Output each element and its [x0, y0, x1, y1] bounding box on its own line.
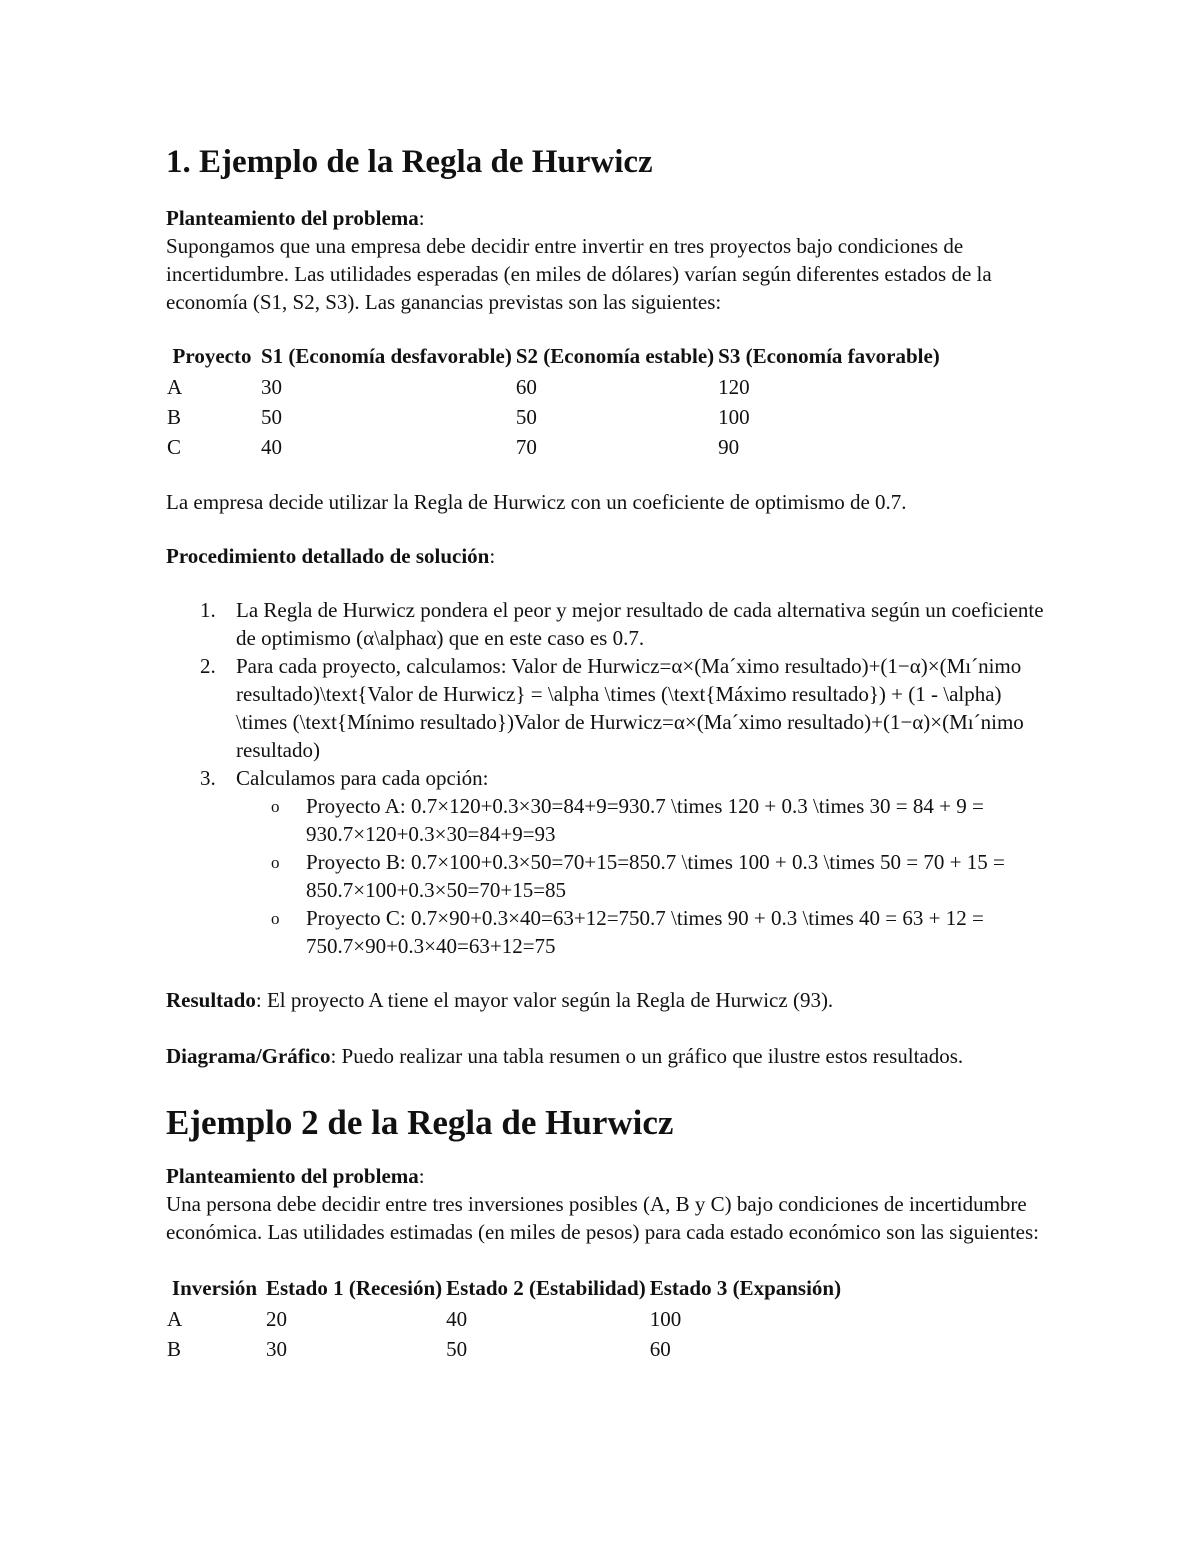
step-text: Para cada proyecto, calculamos: Valor de Hurwicz=α×(Ma´ximo resultado)+(1−α)×(Mı´nimo resultado)\text{Valor de Hurwicz} = \alpha \times (\text{Máximo resultado}) + (1 - \alpha) \times (\text{Mínimo resultado})Valor de Hurwicz=α×(Ma´ximo resultado)+(1−α)×(Mı´nimo resultado) — [236, 654, 1024, 762]
table-header: S3 (Economía favorable) — [718, 344, 940, 368]
table-header-row — [166, 340, 941, 372]
table-cell: 60 — [649, 1337, 671, 1361]
table-header-row — [166, 1272, 842, 1304]
example1-title: 1. Ejemplo de la Regla de Hurwicz — [166, 144, 653, 180]
table-cell: 90 — [718, 435, 740, 459]
list-item — [200, 596, 1046, 652]
list-item — [271, 792, 1046, 848]
example2-problem-label: Planteamiento del problema — [166, 1164, 419, 1188]
table-cell: 60 — [515, 375, 537, 399]
table-row — [166, 1304, 842, 1334]
example2-title: Ejemplo 2 de la Regla de Hurwicz — [166, 1103, 674, 1142]
table-cell: 70 — [515, 435, 537, 459]
table-cell: 30 — [266, 1337, 287, 1361]
example2-problem-text: Una persona debe decidir entre tres inversiones posibles (A, B y C) bajo condiciones de incertidumbre económica. Las utilidades estimadas (en miles de pesos) para cada estado económico son las siguientes: — [166, 1192, 1039, 1244]
table-header: Proyecto — [172, 344, 252, 368]
table-cell: 50 — [515, 405, 537, 429]
example1-decision-text: La empresa decide utilizar la Regla de Hurwicz con un coeficiente de optimismo de 0.7. — [166, 490, 907, 514]
table-cell: 100 — [649, 1307, 682, 1331]
diagram-label: Diagrama/Gráfico — [166, 1044, 331, 1068]
table-cell: 50 — [261, 405, 282, 429]
procedure-steps-list — [166, 596, 1046, 960]
example2-problem-label-line: Planteamiento del problema: — [166, 1164, 425, 1188]
table-cell: 20 — [266, 1307, 287, 1331]
example2-table — [164, 1272, 844, 1364]
step-number: 3. — [200, 766, 216, 790]
table-cell: 50 — [446, 1337, 468, 1361]
result-line: Resultado: El proyecto A tiene el mayor valor según la Regla de Hurwicz (93). — [166, 988, 834, 1012]
result-text: El proyecto A tiene el mayor valor según la Regla de Hurwicz (93). — [266, 988, 834, 1012]
example1-problem-text: Supongamos que una empresa debe decidir entre invertir en tres proyectos bajo condiciones de incertidumbre. Las utilidades esperadas (en miles de dólares) varían según diferentes estados de la economía (S1, S2, S3). Las ganancias previstas son las siguientes: — [166, 234, 992, 314]
step-number: 2. — [200, 654, 216, 678]
table-cell: B — [167, 405, 182, 429]
step-text: Calculamos para cada opción: — [236, 766, 489, 790]
sub-step-text: Proyecto A: 0.7×120+0.3×30=84+9=930.7 \times 120 + 0.3 \times 30 = 84 + 9 = 930.7×120+0.3×30=84+9=93 — [306, 794, 984, 846]
table-header: S2 (Economía estable) — [515, 344, 715, 368]
sub-step-text: Proyecto B: 0.7×100+0.3×50=70+15=850.7 \times 100 + 0.3 \times 50 = 70 + 15 = 850.7×100+0.3×50=70+15=85 — [306, 850, 1005, 902]
table-cell: 30 — [261, 375, 282, 399]
table-cell: 40 — [446, 1307, 468, 1331]
table-header: Estado 3 (Expansión) — [649, 1276, 842, 1300]
example1-procedure-label-line: Procedimiento detallado de solución: — [166, 544, 496, 568]
table-row — [166, 432, 941, 462]
table-header: Estado 1 (Recesión) — [266, 1276, 443, 1300]
example1-problem-label-line: Planteamiento del problema: — [166, 206, 425, 230]
table-cell: 40 — [261, 435, 282, 459]
table-header: S1 (Economía desfavorable) — [261, 344, 512, 368]
table-row — [166, 1334, 842, 1364]
example1-procedure-label: Procedimiento detallado de solución — [166, 544, 490, 568]
table-cell: C — [167, 435, 182, 459]
list-item — [271, 848, 1046, 904]
step-text: La Regla de Hurwicz pondera el peor y mejor resultado de cada alternativa según un coeficiente de optimismo (α\alphaα) que en este caso es 0.7. — [236, 598, 1044, 650]
table-cell: B — [167, 1337, 182, 1361]
table-cell: 120 — [718, 375, 750, 399]
bullet-icon: o — [271, 853, 280, 872]
example1-problem-label: Planteamiento del problema — [166, 206, 419, 230]
diagram-text: Puedo realizar una tabla resumen o un gráfico que ilustre estos resultados. — [341, 1044, 964, 1068]
table-cell: A — [167, 375, 183, 399]
example1-table — [164, 340, 943, 462]
diagram-line: Diagrama/Gráfico: Puedo realizar una tabla resumen o un gráfico que ilustre estos resultados. — [166, 1044, 964, 1068]
table-header: Inversión — [171, 1276, 258, 1300]
bullet-icon: o — [271, 909, 280, 928]
list-item — [271, 904, 1046, 960]
step-number: 1. — [200, 598, 216, 622]
bullet-icon: o — [271, 797, 280, 816]
table-row — [166, 372, 941, 402]
table-header: Estado 2 (Estabilidad) — [446, 1276, 646, 1300]
list-item — [200, 652, 1046, 764]
document-page — [166, 140, 1046, 1364]
table-cell: A — [167, 1307, 183, 1331]
table-cell: 100 — [718, 405, 750, 429]
sub-steps-list — [236, 792, 1046, 960]
result-label: Resultado — [166, 988, 256, 1012]
sub-step-text: Proyecto C: 0.7×90+0.3×40=63+12=750.7 \times 90 + 0.3 \times 40 = 63 + 12 = 750.7×90+0.3×40=63+12=75 — [306, 906, 984, 958]
table-row — [166, 402, 941, 432]
list-item — [200, 764, 1046, 960]
